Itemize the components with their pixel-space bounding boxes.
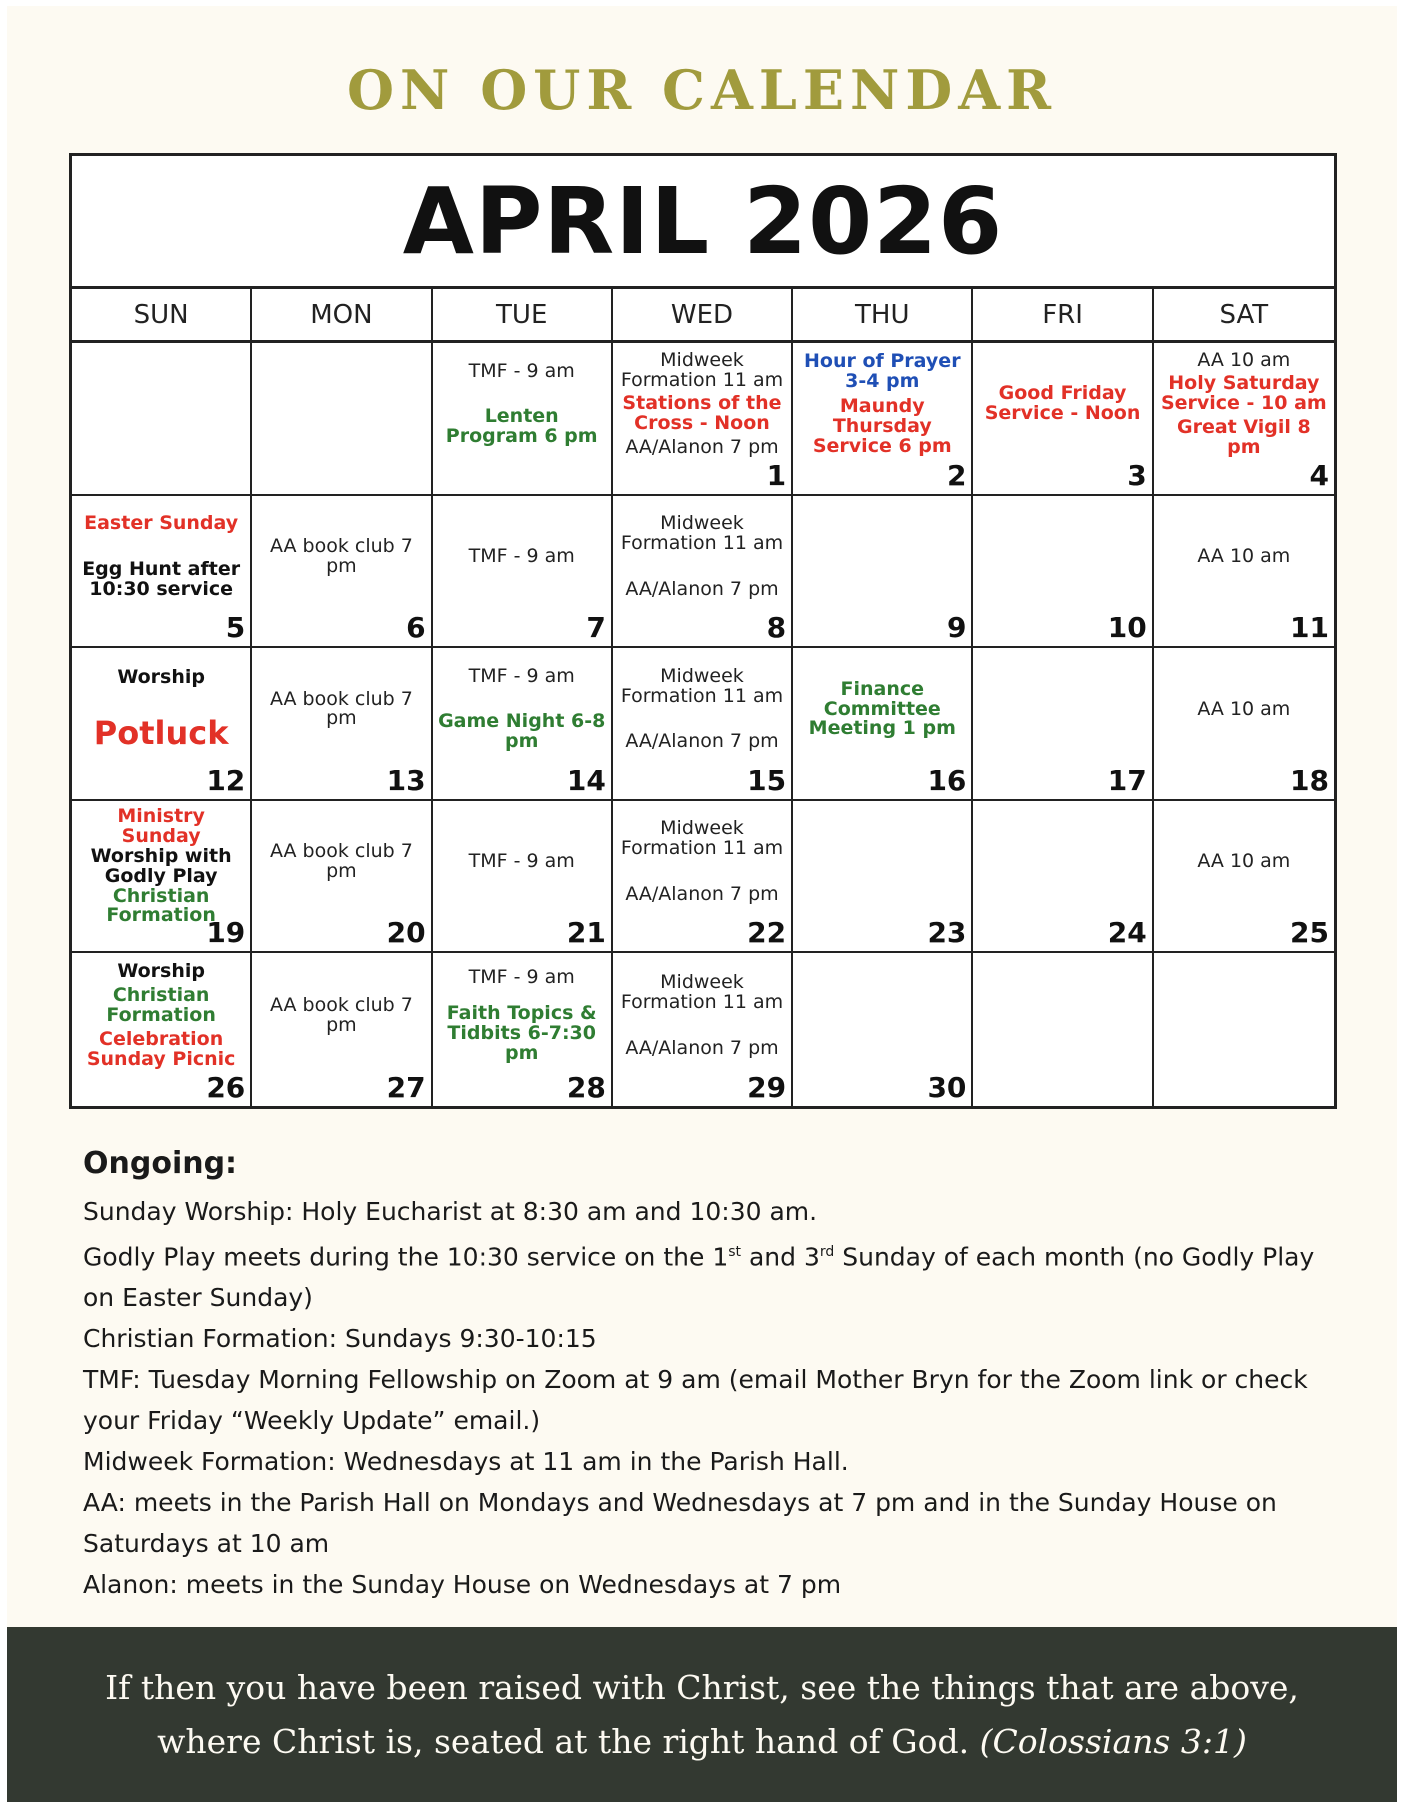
day-events	[613, 648, 791, 765]
day-events	[613, 496, 791, 613]
day-events	[613, 343, 791, 460]
calendar-event: Ministry Sunday	[117, 804, 205, 847]
day-cell-9	[793, 496, 973, 649]
day-number: 5	[225, 611, 246, 645]
day-cell-20	[252, 801, 432, 954]
day-number: 14	[566, 763, 606, 797]
scripture-footer	[7, 1627, 1397, 1802]
empty-day-cell	[433, 343, 613, 496]
day-events	[793, 801, 971, 918]
calendar-event: TMF - 9 am	[468, 850, 575, 873]
day-cell-24	[973, 801, 1153, 954]
ongoing-sunday-worship: Sunday Worship: Holy Eucharist at 8:30 am and 10:30 am.	[83, 1197, 818, 1226]
day-events	[72, 801, 250, 927]
day-cell-16	[793, 648, 973, 801]
day-events	[433, 496, 611, 613]
day-cell-4	[1154, 343, 1334, 496]
calendar-event: Stations of the Cross - Noon	[622, 392, 782, 435]
day-events	[252, 801, 430, 918]
godly-play-sup-1: st	[728, 1244, 742, 1260]
day-number: 18	[1290, 763, 1329, 797]
day-number: 10	[1107, 611, 1147, 645]
day-cell-18	[1154, 648, 1334, 801]
calendar-event: AA/Alanon 7 pm	[625, 882, 779, 905]
day-events	[973, 953, 1151, 1072]
calendar-month-title: APRIL 2026	[72, 156, 1334, 289]
calendar-event: Worship	[117, 959, 205, 982]
day-events	[793, 343, 971, 460]
calendar-event: Christian Formation	[106, 884, 216, 927]
calendar-event: AA 10 am	[1197, 348, 1291, 371]
day-events	[1154, 648, 1334, 765]
day-cell-13	[252, 648, 432, 801]
dow-wed: WED	[613, 289, 793, 340]
empty-day-cell	[1154, 953, 1334, 1106]
day-number: 23	[927, 916, 967, 950]
day-of-week-header	[72, 289, 1334, 343]
calendar-event: Good Friday Service - Noon	[984, 382, 1141, 425]
day-cell-8	[613, 496, 793, 649]
dow-mon: MON	[252, 289, 432, 340]
day-cell-29	[613, 953, 793, 1106]
day-cell-5	[72, 496, 252, 649]
calendar-event: AA book club 7 pm	[269, 840, 413, 883]
calendar-event: AA book club 7 pm	[269, 993, 413, 1036]
day-cell-17	[973, 648, 1153, 801]
calendar-event: Game Night 6-8 pm	[438, 710, 606, 753]
calendar	[69, 153, 1337, 1109]
day-number: 28	[566, 1071, 606, 1104]
day-events	[252, 953, 430, 1072]
day-cell-3	[973, 343, 1153, 496]
empty-day-cell	[252, 343, 432, 496]
day-number: 2	[946, 458, 967, 492]
day-events	[72, 343, 250, 460]
calendar-event: Faith Topics & Tidbits 6-7:30 pm	[446, 1001, 597, 1064]
day-events	[613, 953, 791, 1072]
day-events	[72, 648, 250, 765]
day-events	[252, 496, 430, 613]
day-events	[973, 648, 1151, 765]
calendar-event: Midweek Formation 11 am	[620, 817, 784, 860]
calendar-event: TMF - 9 am	[468, 544, 575, 567]
ongoing-tmf: TMF: Tuesday Morning Fellowship on Zoom at 9 am (email Mother Bryn for the Zoom link or check your Friday “Weekly Update” email.)	[83, 1365, 1308, 1436]
empty-day-cell	[973, 953, 1153, 1106]
calendar-event: Hour of Prayer 3-4 pm	[803, 349, 961, 392]
day-events	[433, 648, 611, 765]
day-cell-27	[252, 953, 432, 1106]
day-cell-10	[973, 496, 1153, 649]
calendar-event: Great Vigil 8 pm	[1176, 415, 1311, 458]
calendar-event: AA 10 am	[1197, 850, 1291, 873]
dow-tue: TUE	[433, 289, 613, 340]
calendar-event: Midweek Formation 11 am	[620, 348, 784, 391]
day-events	[252, 343, 430, 460]
calendar-event: Potluck	[93, 713, 229, 752]
day-events	[973, 496, 1151, 613]
godly-play-text-2: and 3	[741, 1242, 820, 1272]
ongoing-christian-formation: Christian Formation: Sundays 9:30-10:15	[83, 1324, 597, 1354]
calendar-event: Midweek Formation 11 am	[620, 970, 784, 1013]
calendar-event: TMF - 9 am	[468, 965, 575, 988]
calendar-event: AA/Alanon 7 pm	[625, 435, 779, 458]
day-cell-25	[1154, 801, 1334, 954]
calendar-event: Easter Sunday	[84, 512, 239, 535]
dow-sun: SUN	[72, 289, 252, 340]
calendar-event: Holy Saturday Service - 10 am	[1160, 372, 1327, 415]
day-cell-7	[433, 496, 613, 649]
day-events	[1154, 496, 1334, 613]
day-events	[793, 496, 971, 613]
day-events	[72, 953, 250, 1072]
day-cell-21	[433, 801, 613, 954]
day-cell-28	[433, 953, 613, 1106]
day-cell-22	[613, 801, 793, 954]
day-events	[973, 801, 1151, 918]
day-number: 3	[1127, 458, 1147, 492]
scripture-text: where Christ is, seated at the right hand of God.	[157, 1721, 970, 1761]
day-cell-6	[252, 496, 432, 649]
calendar-event: Celebration Sunday Picnic	[86, 1027, 236, 1070]
day-number: 12	[206, 763, 246, 797]
page-title: ON OUR CALENDAR	[347, 58, 1057, 122]
dow-sat: SAT	[1219, 299, 1269, 330]
ongoing-midweek: Midweek Formation: Wednesdays at 11 am in the Parish Hall.	[83, 1447, 849, 1477]
scripture-citation: (Colossians 3:1)	[979, 1721, 1247, 1761]
day-events	[433, 343, 611, 460]
day-number: 15	[747, 763, 787, 797]
day-number: 16	[927, 763, 967, 797]
day-events	[433, 801, 611, 918]
calendar-event: TMF - 9 am	[468, 664, 575, 687]
calendar-grid	[72, 343, 1334, 1106]
day-number: 30	[927, 1071, 967, 1104]
day-number: 11	[1290, 611, 1329, 645]
calendar-event: Christian Formation	[106, 983, 216, 1026]
day-number: 19	[206, 916, 246, 950]
day-number: 22	[747, 916, 787, 950]
day-cell-2	[793, 343, 973, 496]
day-events	[793, 648, 971, 765]
calendar-event: AA/Alanon 7 pm	[625, 730, 779, 753]
day-cell-15	[613, 648, 793, 801]
calendar-event: Midweek Formation 11 am	[620, 512, 784, 555]
day-events	[1154, 801, 1334, 918]
day-number: 9	[946, 611, 967, 645]
ongoing-alanon: Alanon: meets in the Sunday House on Wednesdays at 7 pm	[83, 1570, 842, 1600]
day-number: 8	[766, 611, 787, 645]
day-number: 4	[1309, 458, 1329, 492]
day-events	[1154, 953, 1334, 1072]
calendar-event: AA/Alanon 7 pm	[625, 1036, 779, 1059]
scripture-line-1: If then you have been raised with Christ, see the things that are above,	[105, 1667, 1299, 1707]
day-cell-1	[613, 343, 793, 496]
calendar-event: TMF - 9 am	[468, 359, 575, 382]
day-cell-12	[72, 648, 252, 801]
calendar-event: Midweek Formation 11 am	[620, 664, 784, 707]
calendar-event: Finance Committee Meeting 1 pm	[808, 677, 956, 740]
day-events	[613, 801, 791, 918]
day-cell-26	[72, 953, 252, 1106]
day-events	[1154, 343, 1334, 460]
empty-day-cell	[72, 343, 252, 496]
day-cell-23	[793, 801, 973, 954]
day-number: 13	[386, 763, 426, 797]
day-number: 6	[406, 611, 426, 645]
day-number: 29	[747, 1071, 787, 1104]
calendar-event: AA/Alanon 7 pm	[625, 577, 779, 600]
calendar-event: Lenten Program 6 pm	[445, 405, 598, 447]
ongoing-heading: Ongoing:	[83, 1146, 238, 1181]
godly-play-text-3: Sunday of each month (no Godly Play on Easter Sunday)	[83, 1242, 1315, 1313]
calendar-event: AA book club 7 pm	[269, 687, 413, 730]
dow-fri: FRI	[973, 289, 1153, 340]
day-events	[433, 953, 611, 1072]
calendar-event: AA 10 am	[1197, 697, 1291, 720]
calendar-event: AA 10 am	[1197, 544, 1291, 567]
day-number: 27	[386, 1071, 426, 1104]
day-cell-30	[793, 953, 973, 1106]
dow-thu: THU	[793, 289, 973, 340]
day-events	[72, 496, 250, 613]
day-cell-19	[72, 801, 252, 954]
calendar-event: AA book club 7 pm	[269, 534, 413, 577]
calendar-event: Worship	[117, 666, 205, 689]
calendar-event: Worship with Godly Play	[90, 844, 232, 887]
day-number: 7	[586, 611, 606, 645]
godly-play-text-1: Godly Play meets during the 10:30 service on the 1	[83, 1242, 729, 1272]
ongoing-godly-play	[83, 1232, 1343, 1318]
day-events	[973, 343, 1151, 460]
ongoing-aa: AA: meets in the Parish Hall on Mondays and Wednesdays at 7 pm and in the Sunday House on Saturdays at 10 am	[83, 1488, 1277, 1559]
newsletter-page	[7, 6, 1397, 1802]
scripture-line-2	[7, 1715, 1397, 1769]
day-number: 24	[1107, 916, 1147, 950]
ongoing-section	[83, 1146, 1343, 1605]
day-number: 25	[1290, 916, 1329, 950]
day-number: 26	[206, 1071, 246, 1104]
day-events	[252, 648, 430, 765]
day-events	[793, 953, 971, 1072]
day-cell-11	[1154, 496, 1334, 649]
day-number: 1	[766, 458, 787, 492]
calendar-event: Egg Hunt after 10:30 service	[82, 557, 241, 600]
day-number: 20	[386, 916, 426, 950]
day-cell-14	[433, 648, 613, 801]
calendar-event: Maundy Thursday Service 6 pm	[812, 395, 952, 457]
day-number: 21	[566, 916, 606, 950]
day-number: 17	[1107, 763, 1147, 797]
godly-play-sup-2: rd	[819, 1244, 835, 1260]
